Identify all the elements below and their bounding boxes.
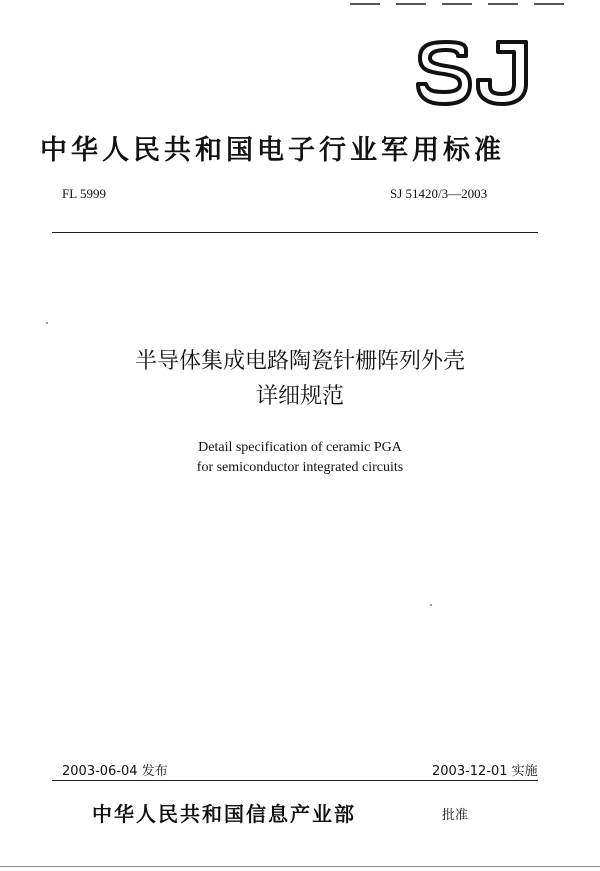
sj-standard-logo-icon [414, 40, 532, 108]
scan-artifact-dash [396, 3, 426, 5]
english-title-line2: for semiconductor integrated circuits [196, 460, 404, 475]
english-title-line1: Detail specification of ceramic PGA [198, 440, 402, 455]
scan-artifact-dash [488, 3, 518, 5]
scan-artifact-dash [534, 3, 564, 5]
issue-date: 2003-06-04 发布 [62, 764, 168, 779]
organization-title: 中华人民共和国电子行业军用标准 [40, 135, 505, 166]
classification-code: FL 5999 [62, 186, 106, 201]
footer-divider [52, 780, 538, 781]
scan-speck [430, 604, 432, 606]
bottom-edge-line [0, 866, 600, 867]
issuing-authority: 中华人民共和国信息产业部 [92, 802, 356, 826]
approval-label: 批准 [442, 808, 469, 823]
standard-number: SJ 51420/3—2003 [390, 186, 488, 201]
implementation-date: 2003-12-01 实施 [432, 764, 538, 779]
chinese-title-line1: 半导体集成电路陶瓷针栅阵列外壳 [134, 349, 465, 374]
scan-speck [46, 322, 48, 324]
scan-artifact-dash [350, 3, 380, 5]
header-divider [52, 232, 538, 233]
scan-artifact-dash [442, 3, 472, 5]
chinese-title-line2: 详细规范 [255, 384, 344, 409]
